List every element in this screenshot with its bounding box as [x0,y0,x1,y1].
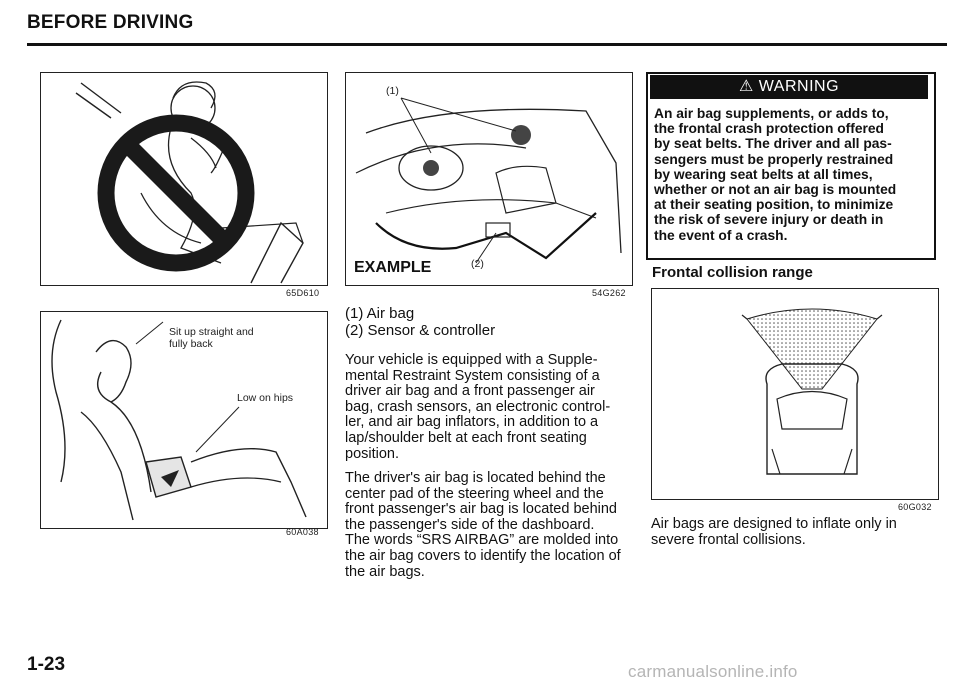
paragraph-line: mental Restraint System consisting of a [345,367,600,384]
figure-code: 65D610 [286,288,320,298]
figure-code: 60A038 [286,527,319,537]
paragraph-srs-description [345,353,631,462]
warning-triangle-icon: ⚠ [738,78,754,95]
warning-line: the frontal crash protection offered [654,121,884,137]
paragraph-line: the air bag covers to identify the location of [345,547,621,564]
callout-sit-up-line1: Sit up straight and [169,326,254,338]
collision-heading: Frontal collision range [652,264,813,281]
collision-caption [651,517,937,548]
legend-sensor: (2) Sensor & controller [345,322,496,339]
paragraph-airbag-location [345,471,631,580]
paragraph-line: The driver's air bag is located behind the [345,470,606,486]
callout-low-on-hips: Low on hips [237,392,294,404]
paragraph-line: The words “SRS AIRBAG” are molded into [345,532,619,549]
example-label: EXAMPLE [354,259,432,276]
paragraph-line: front passenger's air bag is located behind [345,501,617,518]
callout-sit-up-line2: fully back [169,338,213,350]
caption-line: Air bags are designed to inflate only in [651,516,897,532]
figure-airbag-location [345,72,633,286]
warning-line: sengers must be properly restrained [654,151,894,167]
warning-line: An air bag supplements, or adds to, [654,106,889,121]
legend-airbag: (1) Air bag [345,305,415,322]
site-watermark: carmanualsonline.info [628,662,798,681]
warning-line: the risk of severe injury or death in [654,212,884,228]
label-sensor: (2) [471,258,484,270]
warning-line: whether or not an air bag is mounted [654,182,897,198]
warning-line: at their seating position, to minimize [654,197,894,213]
figure-code: 60G032 [898,502,932,512]
figure-collision-range [651,288,939,500]
paragraph-line: ler, and air bag inflators, in addition to a [345,414,599,431]
airbag-location-illustration [346,73,632,285]
paragraph-line: lap/shoulder belt at each front seating [345,429,587,446]
header-rule [27,43,947,46]
label-airbag: (1) [386,85,399,97]
paragraph-line: the air bags. [345,563,425,580]
caption-line: severe frontal collisions. [651,531,806,548]
page-number: 1-23 [27,654,66,675]
warning-line: by seat belts. The driver and all pas- [654,136,892,152]
figure-incorrect-posture [40,72,328,286]
paragraph-line: Your vehicle is equipped with a Supple- [345,352,598,368]
warning-line: the event of a crash. [654,227,788,243]
figure-correct-posture [40,311,328,529]
paragraph-line: driver air bag and a front passenger air [345,383,595,400]
collision-range-illustration [652,289,938,499]
callout-sit-up [169,326,254,350]
warning-line: by wearing seat belts at all times, [654,166,873,182]
paragraph-line: center pad of the steering wheel and the [345,485,604,502]
paragraph-line: bag, crash sensors, an electronic control- [345,398,611,415]
paragraph-line: position. [345,445,400,462]
warning-header [650,75,928,99]
paragraph-line: the passenger's side of the dashboard. [345,516,595,533]
figure-code: 54G262 [592,288,626,298]
warning-title: WARNING [758,78,840,95]
section-title: BEFORE DRIVING [27,12,194,33]
warning-text [654,106,926,243]
prohibition-slash [128,145,224,241]
incorrect-posture-illustration [41,73,327,285]
